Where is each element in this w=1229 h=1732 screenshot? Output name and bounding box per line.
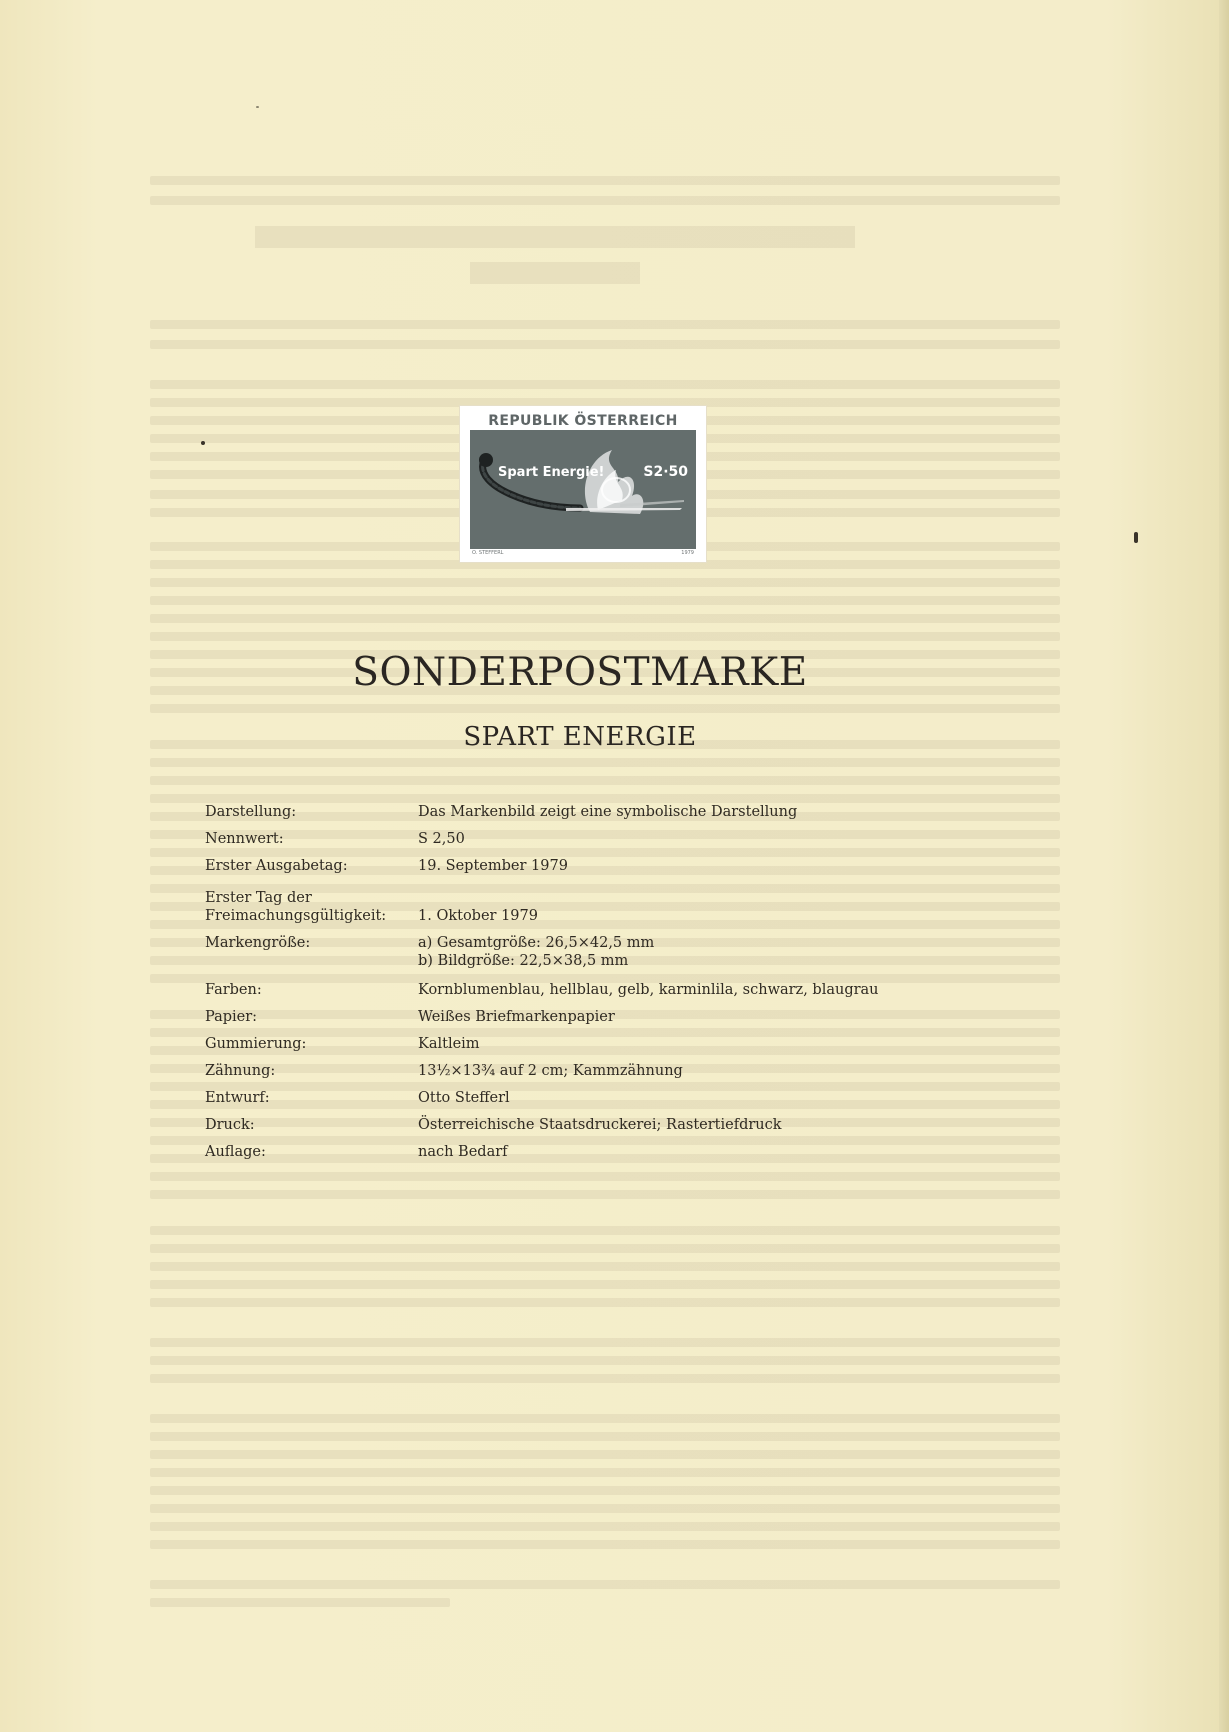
details-value: Das Markenbild zeigt eine symbolische Darstellung: [418, 804, 798, 820]
stamp-country-label: REPUBLIK ÖSTERREICH: [488, 413, 678, 429]
details-value: a) Gesamtgröße: 26,5×42,5 mm: [418, 935, 655, 951]
paper-edge: [1219, 0, 1229, 1732]
details-value: nach Bedarf: [418, 1144, 508, 1160]
details-label: Freimachungsgültigkeit:: [205, 908, 387, 924]
stamp-face-value: S2·50: [643, 464, 688, 480]
details-value: Kaltleim: [418, 1036, 480, 1052]
details-value: Otto Stefferl: [418, 1090, 510, 1106]
details-label: Papier:: [205, 1009, 258, 1025]
details-label: Auflage:: [205, 1144, 266, 1160]
page-subtitle: SPART ENERGIE: [463, 722, 697, 752]
details-value: 13½×13¾ auf 2 cm; Kammzähnung: [418, 1063, 683, 1079]
details-label: Nennwert:: [205, 831, 284, 847]
details-label: Erster Ausgabetag:: [205, 858, 348, 874]
details-label: Gummierung:: [205, 1036, 307, 1052]
stamp-designer-credit: O. STEFFERL: [472, 550, 504, 556]
details-value: Österreichische Staatsdruckerei; Rastertiefdruck: [418, 1117, 782, 1133]
stamp-energy-symbol-icon: [470, 430, 696, 549]
details-label: Farben:: [205, 982, 262, 998]
details-value: 19. September 1979: [418, 858, 568, 874]
stamp-year: 1979: [681, 550, 694, 556]
stamp-slogan: Spart Energie!: [498, 465, 605, 480]
details-label: Zähnung:: [205, 1063, 276, 1079]
details-label: Erster Tag der: [205, 890, 312, 906]
page-title: SONDERPOSTMARKE: [352, 650, 808, 695]
paper-speck: [1134, 532, 1138, 543]
details-value: S 2,50: [418, 831, 465, 847]
details-label: Darstellung:: [205, 804, 297, 820]
postage-stamp: [460, 406, 706, 562]
paper-speck: [201, 441, 205, 445]
details-value: b) Bildgröße: 22,5×38,5 mm: [418, 953, 629, 969]
details-value: 1. Oktober 1979: [418, 908, 538, 924]
details-label: Markengröße:: [205, 935, 311, 951]
details-label: Entwurf:: [205, 1090, 270, 1106]
paper-speck: [256, 106, 259, 108]
details-value: Weißes Briefmarkenpapier: [418, 1009, 615, 1025]
details-value: Kornblumenblau, hellblau, gelb, karminlila, schwarz, blaugrau: [418, 982, 879, 998]
stamp-artwork: [470, 430, 696, 549]
details-label: Druck:: [205, 1117, 255, 1133]
